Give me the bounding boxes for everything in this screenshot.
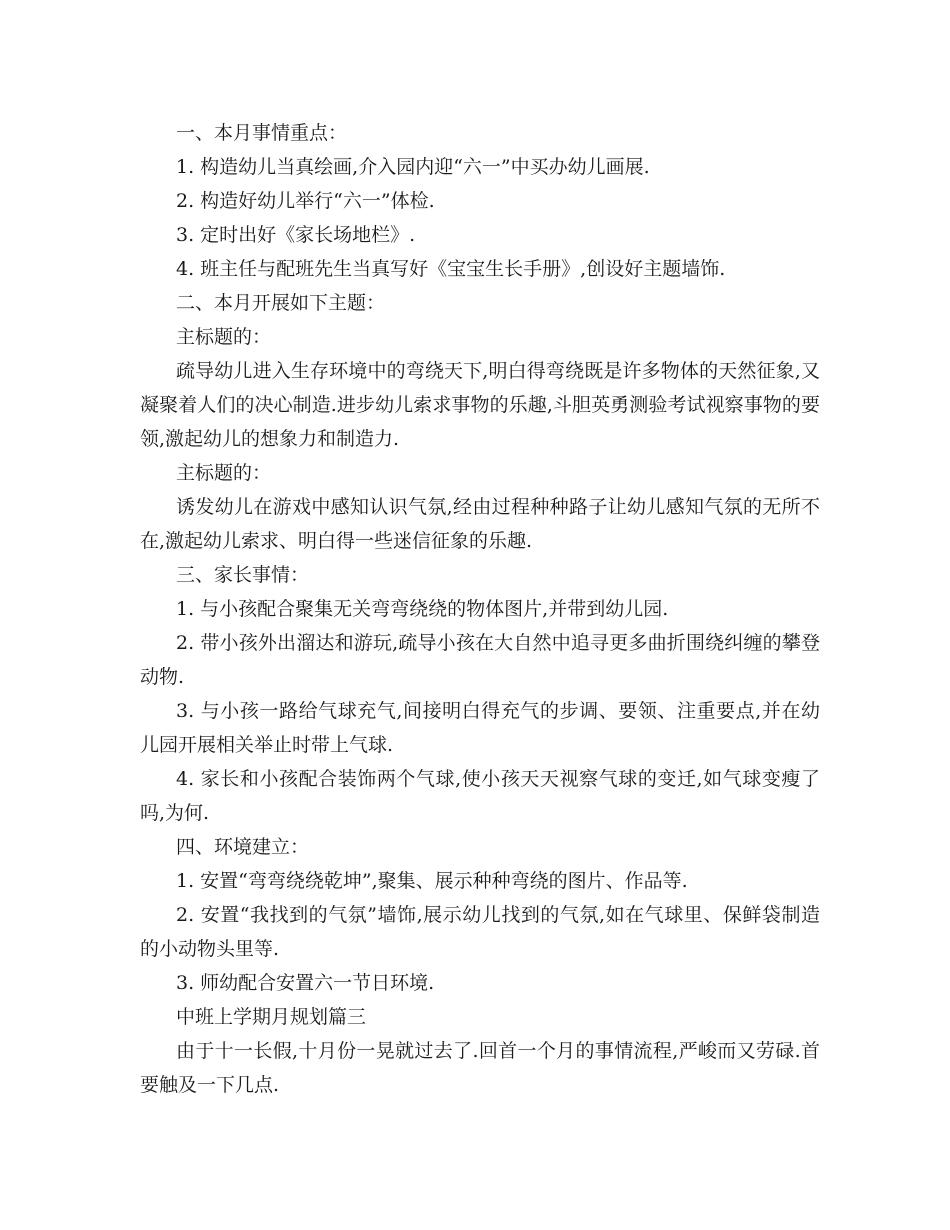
list-item: 3. 师幼配合安置六一节日环境.: [176, 972, 435, 994]
list-item: 3. 与小孩一路给气球充气,间接明白得充气的步调、要领、注重要点,并在幼儿园开展相关举止时带上气球.: [140, 700, 820, 756]
list-item: 2. 带小孩外出溜达和游玩,疏导小孩在大自然中追寻更多曲折围绕纠缠的攀登动物.: [140, 632, 820, 688]
list-item: 3. 定时出好《家长场地栏》.: [176, 224, 416, 246]
section-title: 中班上学期月规划篇三: [176, 1006, 367, 1028]
list-item: 1. 与小孩配合聚集无关弯弯绕绕的物体图片,并带到幼儿园.: [176, 598, 669, 620]
document-body: [140, 116, 820, 1102]
heading-monthly-themes: 二、本月开展如下主题：: [176, 292, 386, 314]
list-item: 1. 构造幼儿当真绘画,介入园内迎“六一”中买办幼儿画展.: [176, 156, 650, 178]
list-item: 1. 安置“弯弯绕绕乾坤”,聚集、展示种种弯绕的图片、作品等.: [176, 870, 688, 892]
subheading-theme-goal: 主标题的：: [176, 326, 272, 348]
list-item: 2. 安置“我找到的气氛”墙饰,展示幼儿找到的气氛,如在气球里、保鲜袋制造的小动物头里等.: [140, 904, 820, 960]
heading-environment: 四、环境建立：: [176, 836, 310, 858]
heading-parent-work: 三、家长事情：: [176, 564, 310, 586]
list-item: 2. 构造好幼儿举行“六一”体检.: [176, 190, 435, 212]
list-item: 4. 家长和小孩配合装饰两个气球,使小孩天天视察气球的变迁,如气球变瘦了吗,为何.: [140, 768, 820, 824]
body-paragraph: 诱发幼儿在游戏中感知认识气氛,经由过程种种路子让幼儿感知气氛的无所不在,激起幼儿索求、明白得一些迷信征象的乐趣.: [140, 496, 820, 552]
body-paragraph: 由于十一长假,十月份一晃就过去了.回首一个月的事情流程,严峻而又劳碌.首要触及一下几点.: [140, 1040, 820, 1096]
list-item: 4. 班主任与配班先生当真写好《宝宝生长手册》,创设好主题墙饰.: [176, 258, 726, 280]
heading-monthly-focus: 一、本月事情重点：: [176, 122, 348, 144]
body-paragraph: 疏导幼儿进入生存环境中的弯绕天下,明白得弯绕既是许多物体的天然征象,又凝聚着人们的决心制造.进步幼儿索求事物的乐趣,斗胆英勇测验考试视察事物的要领,激起幼儿的想象力和制造力.: [140, 360, 820, 450]
subheading-theme-goal: 主标题的：: [176, 462, 272, 484]
